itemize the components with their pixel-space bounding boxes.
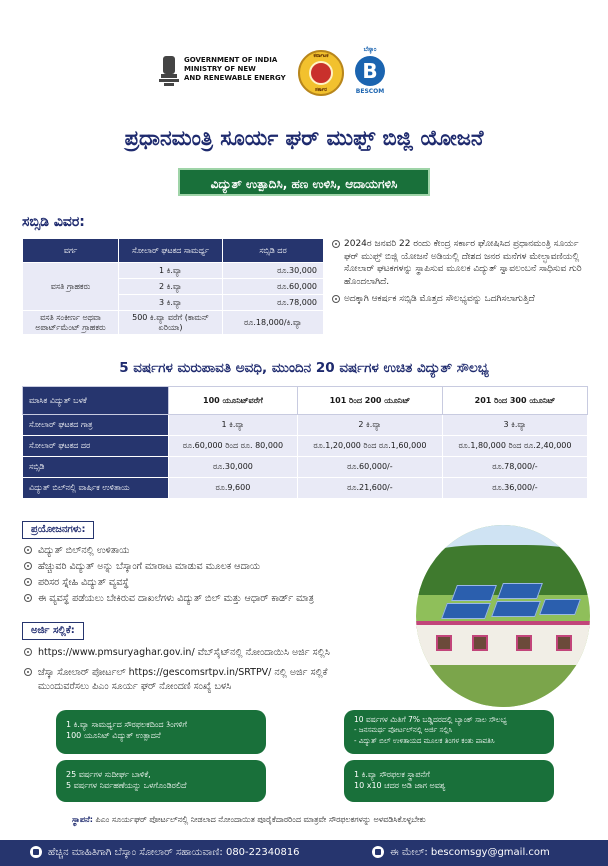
comparison-cell: 201 ರಿಂದ 300 ಯೂನಿಟ್ bbox=[442, 387, 587, 415]
subsidy-category-apartment: ವಸತಿ ಸಂಕೀರ್ಣ ಅಥವಾ ಅಪಾರ್ಟ್‌ಮೆಂಟ್ ಗ್ರಾಹಕರು bbox=[23, 311, 119, 335]
apply-list bbox=[24, 646, 414, 694]
comparison-cell: ರೂ.1,80,000 ರಿಂದ ರೂ.2,40,000 bbox=[442, 436, 587, 457]
comparison-table bbox=[22, 386, 588, 499]
scheme-title: ಪ್ರಧಾನಮಂತ್ರಿ ಸೂರ್ಯ ಘರ್ ಮುಫ್ತ್ ಬಿಜ್ಲಿ ಯೋಜನೆ bbox=[124, 126, 484, 150]
subsidy-rate: ರೂ.78,000 bbox=[223, 295, 324, 311]
info-box-space: 1 ಕಿ.ವ್ಯಾ ಸೌರಫಲಕ ಸ್ಥಾಪನೆಗೆ 10 x10 ಚದರ ಅಡಿ ಜಾಗ ಅವಶ್ಯ bbox=[344, 760, 554, 802]
scheme-tagline: ವಿದ್ಯುತ್ ಉತ್ಪಾದಿಸಿ, ಹಣ ಉಳಿಸಿ, ಆದಾಯಗಳಿಸಿ bbox=[178, 168, 430, 196]
email-contact[interactable]: ಈ ಮೇಲ್: bescomsgy@gmail.com bbox=[372, 846, 550, 858]
comparison-cell: ರೂ.1,20,000 ರಿಂದ ರೂ.1,60,000 bbox=[297, 436, 442, 457]
benefits-list bbox=[24, 544, 414, 608]
contact-footer bbox=[0, 840, 608, 866]
list-item[interactable]: https://www.pmsuryaghar.gov.in/ ವೆಬ್‌ಸೈಟ್‌ನಲ್ಲಿ ನೋಂದಾಯಿಸಿ ಅರ್ಜಿ ಸಲ್ಲಿಸಿ bbox=[24, 646, 414, 666]
comparison-cell: ರೂ.21,600/- bbox=[297, 478, 442, 499]
subsidy-heading: ಸಬ್ಸಿಡಿ ವಿವರ: bbox=[22, 214, 85, 230]
comparison-label: ಸೋಲಾರ್ ಘಟಕದ ದರ bbox=[23, 436, 169, 457]
bullet-icon bbox=[332, 295, 340, 303]
subsidy-rate: ರೂ.30,000 bbox=[223, 263, 324, 279]
subsidy-rate: ರೂ.18,000/ಕಿ.ವ್ಯಾ bbox=[223, 311, 324, 335]
list-item: ಈ ವ್ಯವಸ್ಥೆ ಪಡೆಯಲು ಬೇಕಿರುವ ದಾಖಲೆಗಳು ವಿದ್ಯುತ್ ಬಿಲ್ ಮತ್ತು ಆಧಾರ್ ಕಾರ್ಡ್ ಮಾತ್ರ bbox=[24, 592, 414, 608]
ministry-name: GOVERNMENT OF INDIA MINISTRY OF NEW AND RENEWABLE ENERGY bbox=[184, 56, 286, 82]
bullet-icon bbox=[24, 562, 32, 570]
note-item: ಅದಕ್ಕಾಗಿ ಆಕರ್ಷಕ ಸಬ್ಸಿಡಿ ಮೊತ್ತದ ಸೌಲಭ್ಯವನ್ನು ಒದಗಿಸಲಾಗುತ್ತಿದೆ bbox=[332, 293, 590, 306]
comparison-cell: ರೂ.78,000/- bbox=[442, 457, 587, 478]
comparison-cell: ರೂ.30,000 bbox=[169, 457, 298, 478]
info-box-lifespan: 25 ವರ್ಷಗಳ ಸುದೀರ್ಘ ಬಾಳಿಕೆ, 5 ವರ್ಷಗಳ ನಿರ್ವಹಣೆಯನ್ನು ಒಳಗೊಂಡಿರಲಿದೆ bbox=[56, 760, 266, 802]
subsidy-header-capacity: ಸೋಲಾರ್ ಘಟಕದ ಸಾಮರ್ಥ್ಯ bbox=[119, 239, 223, 263]
comparison-label: ಮಾಸಿಕ ವಿದ್ಯುತ್ ಬಳಕೆ bbox=[23, 387, 169, 415]
comparison-cell: ರೂ.60,000 ರಿಂದ ರೂ. 80,000 bbox=[169, 436, 298, 457]
note-item: 2024ರ ಜನವರಿ 22 ರಂದು ಕೇಂದ್ರ ಸರ್ಕಾರ ಘೋಷಿಸಿದ ಪ್ರಧಾನಮಂತ್ರಿ ಸೂರ್ಯ ಘರ್ ಮುಫ್ತ್ ಬಿಜ್ಲಿ ಯೋಜನೆ ಅಡಿಯಲ್ಲಿ ದೇಶದ ಜನರ ಮನೆಗಳ ಮೇಲ್ಛಾವಣಿಯಲ್ಲಿ ಸೋಲಾರ್ ಘಟಕಗಳನ್ನು ಸ್ಥಾಪಿಸುವ ಮೂಲಕ ವಿದ್ಯುತ್ ಸ್ವಾವಲಂಬನೆ ಸಾಧಿಸುವ ಗುರಿ ಹೊಂದಲಾಗಿದೆ. bbox=[332, 238, 590, 288]
comparison-label: ವಿದ್ಯುತ್ ಬಿಲ್‌ನಲ್ಲಿ ವಾರ್ಷಿಕ ಉಳಿತಾಯ bbox=[23, 478, 169, 499]
list-item: ಪರಿಸರ ಸ್ನೇಹಿ ವಿದ್ಯುತ್ ವ್ಯವಸ್ಥೆ bbox=[24, 576, 414, 592]
subsidy-header-category: ವರ್ಗ bbox=[23, 239, 119, 263]
subsidy-header-rate: ಸಬ್ಸಿಡಿ ದರ bbox=[223, 239, 324, 263]
bullet-icon bbox=[24, 594, 32, 602]
karnataka-seal-icon: ಕರ್ನಾಟಕ ಸರ್ಕಾರ bbox=[298, 50, 344, 96]
ashoka-emblem-icon bbox=[158, 54, 180, 88]
bullet-icon bbox=[24, 648, 32, 656]
comparison-cell: 2 ಕಿ.ವ್ಯಾ bbox=[297, 415, 442, 436]
bullet-icon bbox=[24, 668, 32, 676]
comparison-cell: 3 ಕಿ.ವ್ಯಾ bbox=[442, 415, 587, 436]
installation-note: ಸ್ಥಾಪನೆ: ಪಿಎಂ ಸೂರ್ಯಘರ್ ಪೋರ್ಟಲ್‌ನಲ್ಲಿ ನೀಡಲಾದ ನೋಂದಾಯಿತ ಪೂರೈಕೆದಾರರಿಂದ ಮಾತ್ರವೇ ಸೌರಫಲಕಗಳನ್ನು ಅಳವಡಿಸಿಕೊಳ್ಳಬೇಕು bbox=[72, 815, 426, 824]
bescom-logo: ಬೆಸ್ಕಾಂ B BESCOM bbox=[355, 46, 385, 95]
subsidy-category-residential: ವಸತಿ ಗ್ರಾಹಕರು bbox=[23, 263, 119, 311]
bullet-icon bbox=[332, 240, 340, 248]
email-icon bbox=[372, 846, 384, 858]
subsidy-rate: ರೂ.60,000 bbox=[223, 279, 324, 295]
subsidy-capacity: 2 ಕಿ.ವ್ಯಾ bbox=[119, 279, 223, 295]
benefits-heading: ಪ್ರಯೋಜನಗಳು: bbox=[22, 521, 94, 539]
subsidy-capacity: 3 ಕಿ.ವ್ಯಾ bbox=[119, 295, 223, 311]
phone-icon bbox=[30, 846, 42, 858]
bullet-icon bbox=[24, 578, 32, 586]
comparison-label: ಸಬ್ಸಿಡಿ bbox=[23, 457, 169, 478]
scheme-notes bbox=[332, 238, 590, 311]
info-box-generation: 1 ಕಿ.ವ್ಯಾ ಸಾಮರ್ಥ್ಯದ ಸೌರಫಲಕದಿಂದ 3ಂಗಳಿಗೆ 100 ಯೂನಿಟ್ ವಿದ್ಯುತ್ ಉತ್ಪಾದನೆ bbox=[56, 710, 266, 754]
list-item: ವಿದ್ಯುತ್ ಬಿಲ್‌ನಲ್ಲಿ ಉಳಿತಾಯ bbox=[24, 544, 414, 560]
comparison-cell: 101 ರಿಂದ 200 ಯೂನಿಟ್ bbox=[297, 387, 442, 415]
apply-heading: ಅರ್ಜಿ ಸಲ್ಲಿಕೆ: bbox=[22, 622, 84, 640]
comparison-label: ಸೋಲಾರ್ ಘಟಕದ ಗಾತ್ರ bbox=[23, 415, 169, 436]
comparison-cell: ರೂ.9,600 bbox=[169, 478, 298, 499]
comparison-cell: 1 ಕಿ.ವ್ಯಾ bbox=[169, 415, 298, 436]
logo-header bbox=[0, 40, 608, 110]
subsidy-capacity: 1 ಕಿ.ವ್ಯಾ bbox=[119, 263, 223, 279]
comparison-cell: 100 ಯೂನಿಟ್‌ವರೆಗೆ bbox=[169, 387, 298, 415]
payback-headline: 5 ವರ್ಷಗಳ ಮರುಪಾವತಿ ಅವಧಿ, ಮುಂದಿನ 20 ವರ್ಷಗಳ ಉಚಿತ ವಿದ್ಯುತ್ ಸೌಲಭ್ಯ bbox=[119, 360, 489, 376]
helpline[interactable]: ಹೆಚ್ಚಿನ ಮಾಹಿತಿಗಾಗಿ ಬೆಸ್ಕಾಂ ಸೋಲಾರ್ ಸಹಾಯವಾಣಿ: 080-22340816 bbox=[30, 846, 300, 858]
list-item: ಹೆಚ್ಚುವರಿ ವಿದ್ಯುತ್ ಅನ್ನು ಬೆಸ್ಕಾಂಗೆ ಮಾರಾಟ ಮಾಡುವ ಮೂಲಕ ಆದಾಯ bbox=[24, 560, 414, 576]
list-item-continuation: ಮುಂದುವರೆಸಲು ಪಿಎಂ ಸೂರ್ಯ ಘರ್ ನೋಂದಣಿ ಸಂಖ್ಯೆ ಬಳಸಿ bbox=[38, 681, 232, 692]
rooftop-solar-photo bbox=[416, 525, 590, 707]
subsidy-table bbox=[22, 238, 324, 335]
comparison-cell: ರೂ.60,000/- bbox=[297, 457, 442, 478]
bullet-icon bbox=[24, 546, 32, 554]
subsidy-capacity: 500 ಕಿ.ವ್ಯಾ ವರೆಗೆ (ಕಾಮನ್ ಏರಿಯಾ) bbox=[119, 311, 223, 335]
comparison-cell: ರೂ.36,000/- bbox=[442, 478, 587, 499]
list-item[interactable]: ಜೆಸ್ಕಾ ಸೋಲಾರ್ ಪೋರ್ಟಲ್ https://gescomsrtpv.in/SRTPV/ ನಲ್ಲಿ ಅರ್ಜಿ ಸಲ್ಲಿಕೆ bbox=[24, 666, 414, 680]
info-box-loan: 10 ವರ್ಷಗಳ ಮಿತಿಗೆ 7% ಬಡ್ಡಿದರದಲ್ಲಿ ಬ್ಯಾಂಕ್ ಸಾಲ ಸೌಲಭ್ಯ - ಜನಸಮರ್ಥ ಪೋರ್ಟಲ್‌ನಲ್ಲಿ ಅರ್ಜಿ ಸಲ್ಲಿಸಿ - ವಿದ್ಯುತ್ ಬಿಲ್ ಉಳಿತಾಯದ ಮೂಲಕ ತಿಂಗಳ ಕಂತು ಪಾವತಿಸಿ bbox=[344, 710, 554, 754]
